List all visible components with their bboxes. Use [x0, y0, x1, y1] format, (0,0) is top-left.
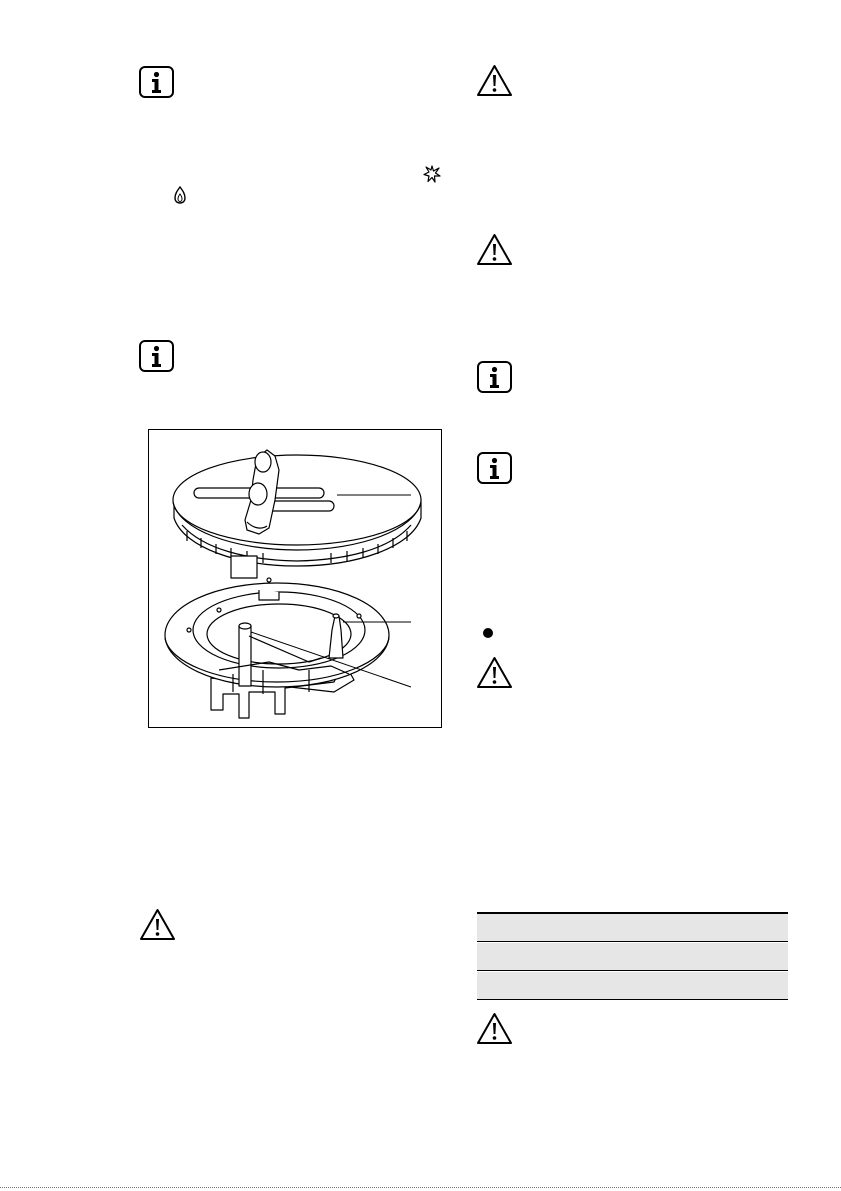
table-row [477, 972, 788, 999]
page-bottom-edge [0, 1187, 841, 1188]
table-row-divider [477, 941, 788, 942]
table-row-divider [477, 970, 788, 971]
bullet-dot [483, 628, 493, 638]
info-icon [139, 340, 174, 372]
warning-icon [476, 656, 513, 689]
info-icon [477, 452, 512, 484]
burner-figure [148, 429, 442, 728]
info-icon [477, 361, 512, 393]
flame-icon [174, 186, 186, 209]
warning-icon [139, 908, 176, 941]
table-bottom-rule [477, 999, 788, 1000]
ignition-spark-icon [423, 165, 441, 188]
table-row [477, 914, 788, 941]
warning-icon [476, 1012, 513, 1045]
table-row [477, 943, 788, 970]
warning-icon [476, 64, 513, 97]
warning-icon [476, 233, 513, 266]
info-icon [139, 66, 174, 98]
